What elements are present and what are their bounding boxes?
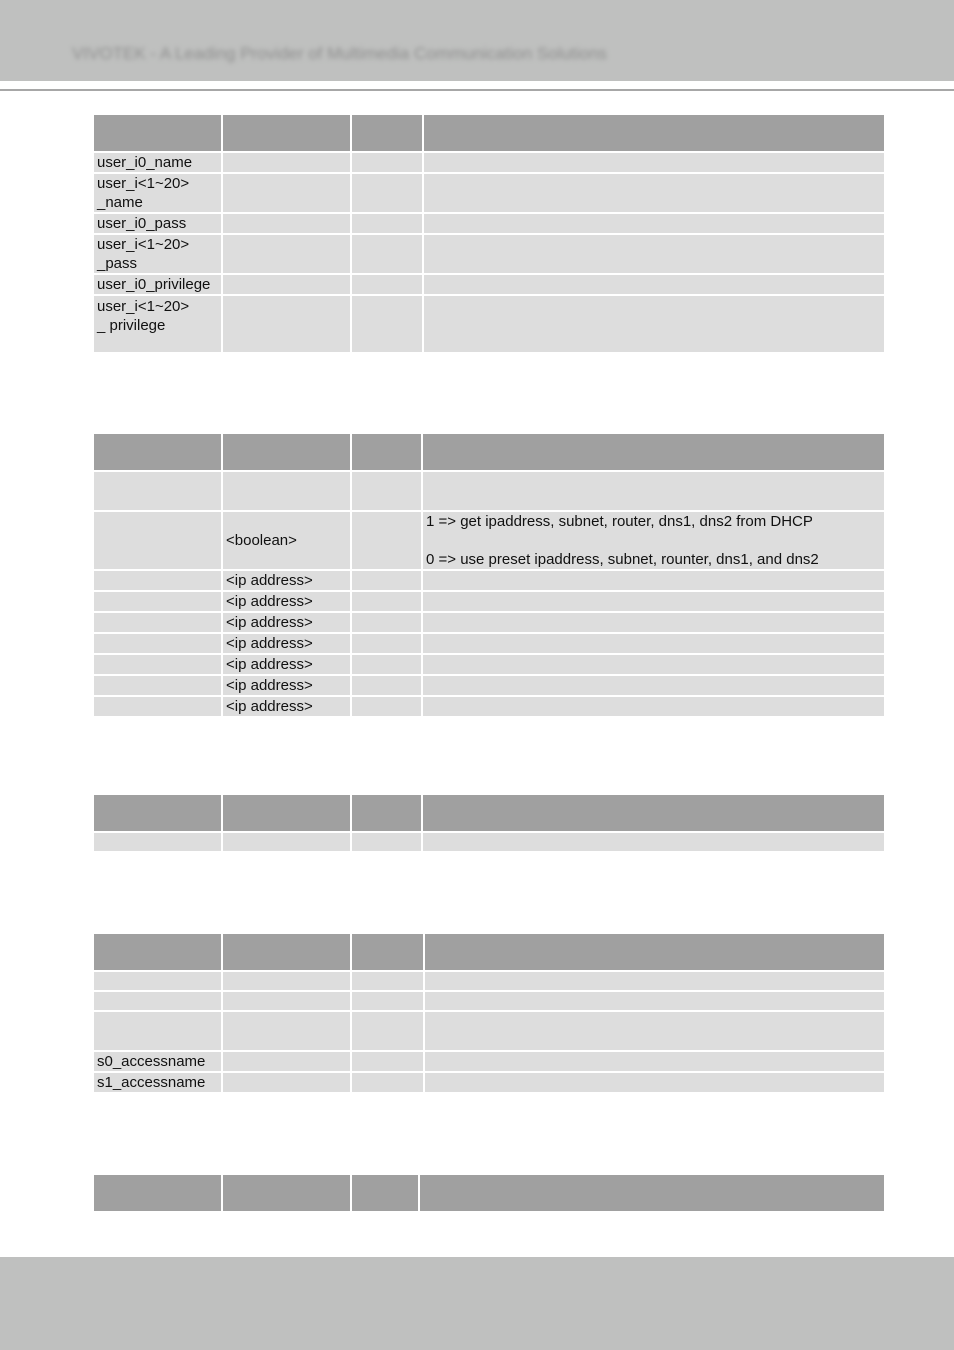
param-value-cell	[222, 152, 351, 173]
param-value-cell	[222, 213, 351, 234]
param-description-cell	[423, 295, 885, 353]
header-cell	[351, 433, 422, 471]
header-cell	[422, 433, 885, 471]
param-security-cell	[351, 234, 423, 274]
param-value-cell	[222, 274, 351, 295]
param-value-cell: <ip address>	[222, 570, 351, 591]
param-description-cell	[422, 633, 885, 654]
param-value-cell	[222, 234, 351, 274]
param-security-cell	[351, 633, 422, 654]
param-security-cell	[351, 971, 424, 991]
param-description-cell	[423, 274, 885, 295]
header-cell	[351, 933, 424, 971]
param-value-cell: <ip address>	[222, 675, 351, 696]
header-cell	[93, 433, 222, 471]
param-description-cell	[422, 511, 885, 570]
param-name-cell	[93, 696, 222, 717]
param-name-cell	[93, 832, 222, 852]
param-value-cell	[222, 971, 351, 991]
parameter-table-user	[92, 113, 886, 354]
param-value-cell	[222, 991, 351, 1011]
table-header-row	[93, 114, 885, 152]
header-cell	[93, 1174, 222, 1212]
table-row	[93, 234, 885, 274]
param-value-cell: <boolean>	[222, 511, 351, 570]
param-security-cell	[351, 213, 423, 234]
param-security-cell	[351, 991, 424, 1011]
table-row	[93, 471, 885, 511]
param-name-cell: s1_accessname	[93, 1072, 222, 1093]
param-security-cell	[351, 274, 423, 295]
param-description-cell	[422, 591, 885, 612]
param-value-cell	[222, 471, 351, 511]
header-cell	[222, 433, 351, 471]
header-cell	[422, 794, 885, 832]
header-cell	[222, 1174, 351, 1212]
param-security-cell	[351, 675, 422, 696]
parameter-table-network	[92, 432, 886, 718]
table-row	[93, 1051, 885, 1072]
table-header-row	[93, 1174, 885, 1212]
table-row	[93, 591, 885, 612]
header-cell	[351, 794, 422, 832]
param-value-cell: <ip address>	[222, 633, 351, 654]
param-security-cell	[351, 173, 423, 213]
table-row	[93, 213, 885, 234]
header-cell	[351, 114, 423, 152]
param-security-cell	[351, 152, 423, 173]
table-row	[93, 1011, 885, 1051]
description-gap	[426, 531, 881, 550]
table-row	[93, 274, 885, 295]
param-security-cell	[351, 591, 422, 612]
param-description-cell	[423, 173, 885, 213]
param-name-text: user_i<1~20> _ privilege	[97, 298, 190, 334]
param-name-cell	[93, 295, 222, 353]
param-name-cell	[93, 633, 222, 654]
param-description-cell	[423, 213, 885, 234]
param-name-text: user_i<1~20> _name	[97, 175, 190, 211]
header-cell	[222, 794, 351, 832]
table-row	[93, 654, 885, 675]
header-cell	[419, 1174, 885, 1212]
table-row	[93, 971, 885, 991]
param-description-cell	[424, 1051, 885, 1072]
description-line: 0 => use preset ipaddress, subnet, rounter, dns1, and dns2	[426, 551, 819, 568]
param-name-cell	[93, 173, 222, 213]
param-value-cell	[222, 1051, 351, 1072]
description-line: 1 => get ipaddress, subnet, router, dns1, dns2 from DHCP	[426, 513, 813, 530]
param-security-cell	[351, 1011, 424, 1051]
table-row	[93, 152, 885, 173]
table-row	[93, 675, 885, 696]
param-value-cell: <ip address>	[222, 591, 351, 612]
param-value-cell: <ip address>	[222, 612, 351, 633]
param-value-cell	[222, 295, 351, 353]
param-description-cell	[422, 696, 885, 717]
table-row	[93, 570, 885, 591]
table-row	[93, 511, 885, 570]
param-security-cell	[351, 832, 422, 852]
param-name-cell	[93, 1011, 222, 1051]
param-description-cell	[424, 971, 885, 991]
parameter-table-5	[92, 1173, 886, 1213]
header-cell	[423, 114, 885, 152]
param-name-cell	[93, 612, 222, 633]
param-description-cell	[422, 675, 885, 696]
param-value-cell: <ip address>	[222, 654, 351, 675]
param-value-cell	[222, 832, 351, 852]
header-divider	[0, 89, 954, 91]
param-description-cell	[424, 1011, 885, 1051]
header-cell	[93, 114, 222, 152]
header-cell	[351, 1174, 419, 1212]
parameter-table-3	[92, 793, 886, 853]
param-security-cell	[351, 1072, 424, 1093]
param-value-cell	[222, 173, 351, 213]
param-description-cell	[422, 471, 885, 511]
param-value-cell	[222, 1072, 351, 1093]
header-cell	[424, 933, 885, 971]
param-name-cell: s0_accessname	[93, 1051, 222, 1072]
param-name-text: user_i<1~20> _pass	[97, 236, 190, 272]
header-cell	[222, 933, 351, 971]
param-security-cell	[351, 612, 422, 633]
param-security-cell	[351, 570, 422, 591]
table-header-row	[93, 933, 885, 971]
table-header-row	[93, 433, 885, 471]
table-row	[93, 612, 885, 633]
table-row	[93, 991, 885, 1011]
param-security-cell	[351, 1051, 424, 1072]
param-name-cell	[93, 471, 222, 511]
param-name-cell	[93, 971, 222, 991]
param-name-cell	[93, 234, 222, 274]
param-security-cell	[351, 471, 422, 511]
param-description-cell	[423, 234, 885, 274]
param-description-cell	[422, 570, 885, 591]
header-cell	[222, 114, 351, 152]
param-value-cell: <ip address>	[222, 696, 351, 717]
param-name-cell	[93, 511, 222, 570]
param-name-cell	[93, 591, 222, 612]
table-header-row	[93, 794, 885, 832]
param-name-cell: user_i0_privilege	[93, 274, 222, 295]
param-security-cell	[351, 511, 422, 570]
header-cell	[93, 933, 222, 971]
page-footer	[0, 1257, 954, 1350]
table-row	[93, 832, 885, 852]
param-security-cell	[351, 654, 422, 675]
table-row	[93, 633, 885, 654]
parameter-table-stream	[92, 932, 886, 1094]
param-description-cell	[422, 612, 885, 633]
param-name-cell	[93, 654, 222, 675]
param-description-cell	[422, 832, 885, 852]
param-name-cell	[93, 570, 222, 591]
param-name-cell: user_i0_pass	[93, 213, 222, 234]
param-description-cell	[424, 1072, 885, 1093]
param-description-cell	[422, 654, 885, 675]
table-row	[93, 173, 885, 213]
header-company-line: VIVOTEK - A Leading Provider of Multimedia Communication Solutions	[72, 44, 607, 63]
param-name-cell: user_i0_name	[93, 152, 222, 173]
table-row	[93, 696, 885, 717]
param-description-cell	[424, 991, 885, 1011]
param-name-cell	[93, 675, 222, 696]
table-row	[93, 295, 885, 353]
param-value-cell	[222, 1011, 351, 1051]
table-row	[93, 1072, 885, 1093]
param-description-cell	[423, 152, 885, 173]
page-header	[0, 0, 954, 81]
header-cell	[93, 794, 222, 832]
param-security-cell	[351, 295, 423, 353]
param-security-cell	[351, 696, 422, 717]
param-name-cell	[93, 991, 222, 1011]
